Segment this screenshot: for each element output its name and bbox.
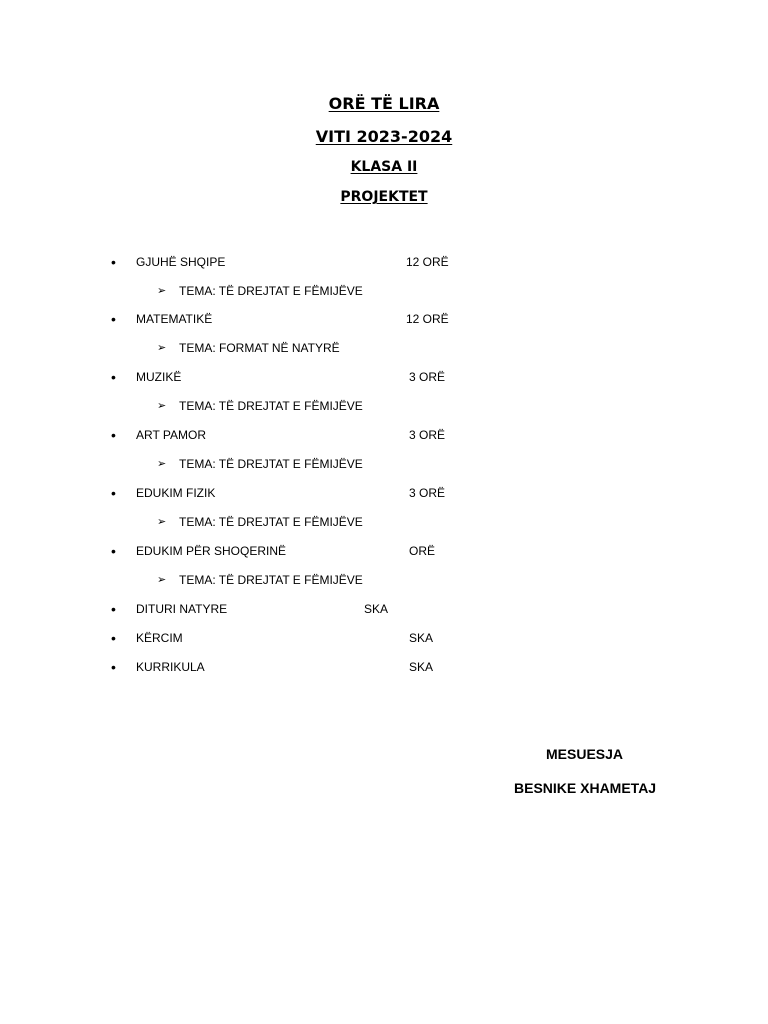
subject-label: KËRCIM	[136, 631, 183, 645]
signature-name: BESNIKE XHAMETAJ	[514, 780, 657, 796]
subject-hours: 3 ORË	[409, 428, 446, 442]
bullet-icon: •	[111, 601, 116, 617]
subject-label: MATEMATIKË	[136, 312, 213, 326]
bullet-icon: •	[111, 369, 116, 385]
class-label: KLASA II	[350, 159, 418, 175]
arrow-bullet-icon: ➢	[157, 342, 167, 354]
arrow-bullet-icon: ➢	[157, 516, 167, 528]
subject-hours: 12 ORË	[406, 312, 449, 326]
bullet-icon: •	[111, 427, 116, 443]
subject-hours: SKA	[409, 631, 434, 645]
subject-hours: SKA	[364, 602, 389, 616]
bullet-icon: •	[111, 630, 116, 646]
document-title: ORË TË LIRA	[328, 94, 440, 113]
topic-label: TEMA: TË DREJTAT E FËMIJËVE	[179, 399, 363, 413]
topic-label: TEMA: TË DREJTAT E FËMIJËVE	[179, 457, 363, 471]
bullet-icon: •	[111, 254, 116, 270]
subject-hours: ORË	[409, 544, 436, 558]
arrow-bullet-icon: ➢	[157, 285, 167, 297]
subject-label: GJUHË SHQIPE	[136, 255, 226, 269]
subject-hours: 3 ORË	[409, 370, 446, 384]
signature-role: MESUESJA	[546, 746, 624, 762]
school-year: VITI 2023-2024	[315, 127, 453, 146]
section-title: PROJEKTET	[340, 189, 428, 205]
subject-label: ART PAMOR	[136, 428, 207, 442]
topic-label: TEMA: TË DREJTAT E FËMIJËVE	[179, 284, 363, 298]
arrow-bullet-icon: ➢	[157, 458, 167, 470]
subject-hours: 3 ORË	[409, 486, 446, 500]
arrow-bullet-icon: ➢	[157, 400, 167, 412]
arrow-bullet-icon: ➢	[157, 574, 167, 586]
topic-label: TEMA: FORMAT NË NATYRË	[179, 341, 340, 355]
subject-label: MUZIKË	[136, 370, 182, 384]
bullet-icon: •	[111, 659, 116, 675]
subject-label: KURRIKULA	[136, 660, 205, 674]
topic-label: TEMA: TË DREJTAT E FËMIJËVE	[179, 515, 363, 529]
subject-hours: 12 ORË	[406, 255, 449, 269]
subject-label: DITURI NATYRE	[136, 602, 228, 616]
bullet-icon: •	[111, 543, 116, 559]
subject-label: EDUKIM FIZIK	[136, 486, 216, 500]
subject-hours: SKA	[409, 660, 434, 674]
bullet-icon: •	[111, 485, 116, 501]
topic-label: TEMA: TË DREJTAT E FËMIJËVE	[179, 573, 363, 587]
subject-label: EDUKIM PËR SHOQERINË	[136, 544, 287, 558]
bullet-icon: •	[111, 311, 116, 327]
